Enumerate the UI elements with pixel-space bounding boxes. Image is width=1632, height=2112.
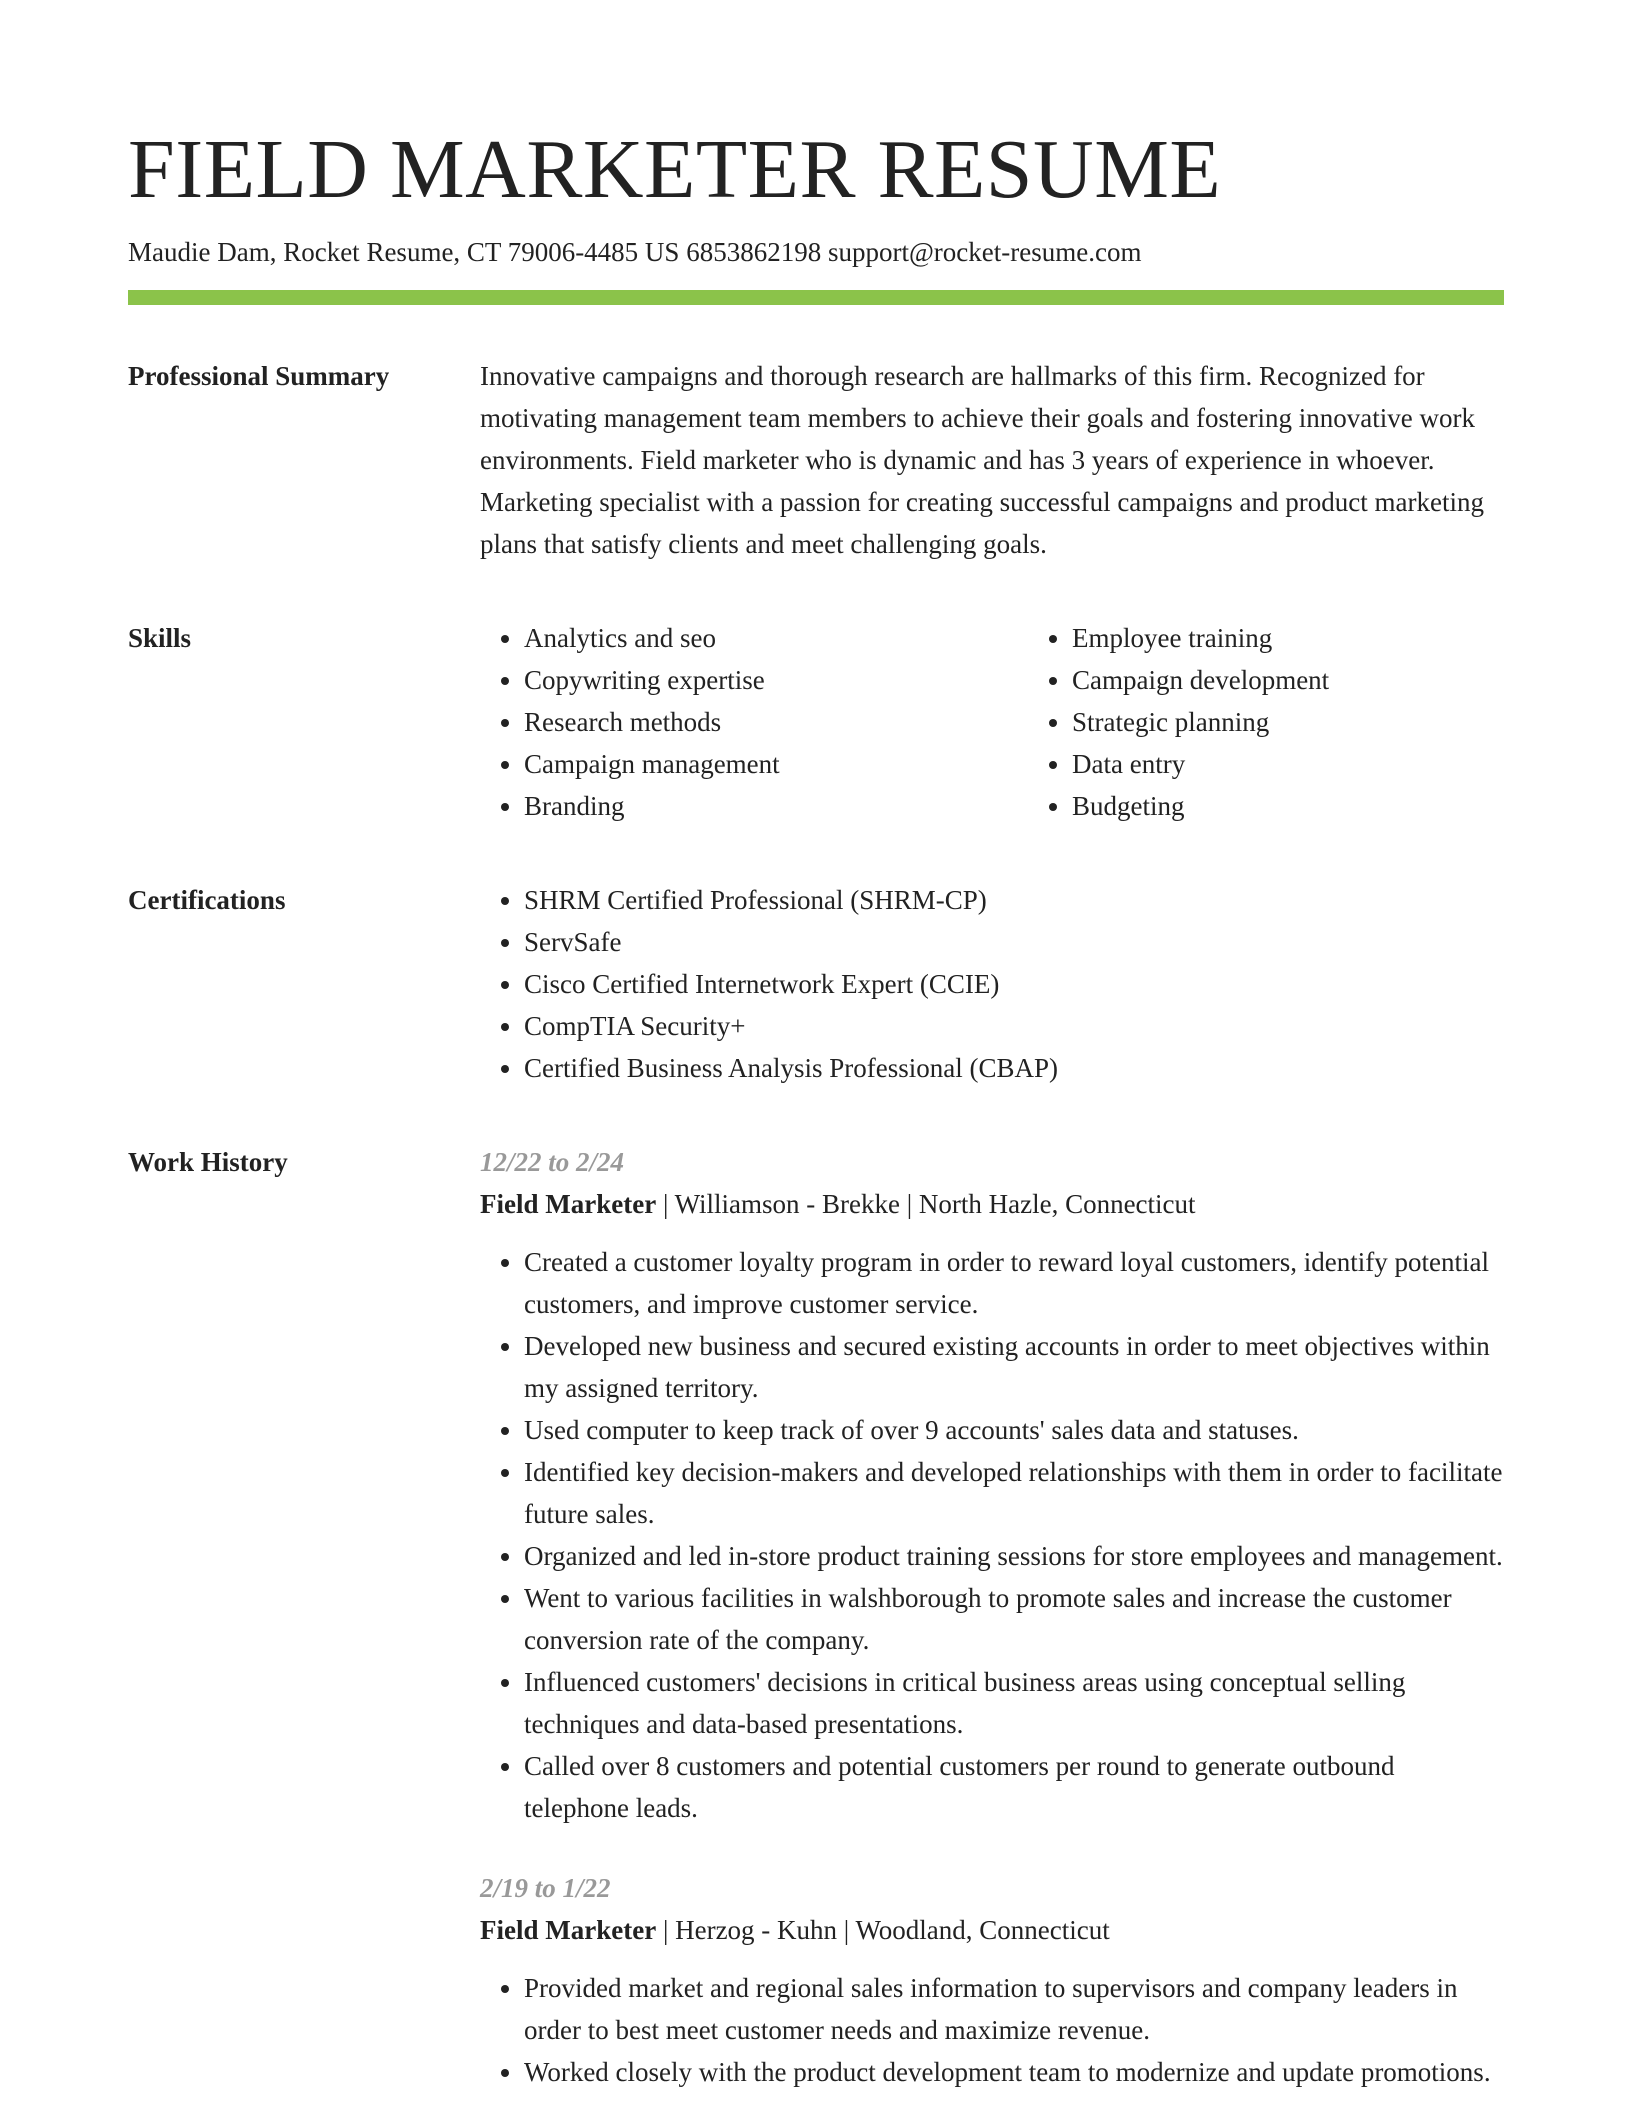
job-bullets <box>480 1967 1504 2093</box>
job-bullet: • Identified key decision-makers and developed relationships with them in order to facilitate future sales. <box>524 1451 1504 1535</box>
skill-item: • Research methods <box>524 701 1028 743</box>
job-bullet: • Developed new business and secured existing accounts in order to meet objectives within my assigned territory. <box>524 1325 1504 1409</box>
work-history-label: Work History <box>128 1147 288 1177</box>
contact-line: Maudie Dam, Rocket Resume, CT 79006-4485 US 6853862198 support@rocket-resume.com <box>128 237 1142 267</box>
job-bullet: • Called over 8 customers and potential customers per round to generate outbound telephone leads. <box>524 1745 1504 1829</box>
job-employer-location: | Herzog - Kuhn | Woodland, Connecticut <box>656 1915 1110 1945</box>
summary-label: Professional Summary <box>128 361 390 391</box>
certifications-section <box>128 879 1504 1089</box>
job-heading <box>480 1909 1504 1951</box>
job-bullet: • Influenced customers' decisions in critical business areas using conceptual selling techniques and data-based presentations. <box>524 1661 1504 1745</box>
certification-item: • SHRM Certified Professional (SHRM-CP) <box>524 879 1504 921</box>
job-date: 12/22 to 2/24 <box>480 1147 625 1177</box>
job-bullet: • Provided market and regional sales information to supervisors and company leaders in order to best meet customer needs and maximize revenue. <box>524 1967 1504 2051</box>
job-bullets <box>480 1241 1504 1829</box>
certifications-list <box>480 879 1504 1089</box>
skill-item: • Employee training <box>1072 617 1576 659</box>
job-entry <box>480 1867 1504 2093</box>
job-heading <box>480 1183 1504 1225</box>
job-bullet: • Used computer to keep track of over 9 accounts' sales data and statuses. <box>524 1409 1504 1451</box>
skill-item: • Analytics and seo <box>524 617 1028 659</box>
summary-section <box>128 355 1504 565</box>
skills-list-right <box>1028 617 1576 827</box>
skill-item: • Campaign management <box>524 743 1028 785</box>
certification-item: • Cisco Certified Internetwork Expert (CCIE) <box>524 963 1504 1005</box>
work-history-section <box>128 1141 1504 2093</box>
job-employer-location: | Williamson - Brekke | North Hazle, Connecticut <box>656 1189 1196 1219</box>
job-bullet: • Organized and led in-store product training sessions for store employees and management. <box>524 1535 1504 1577</box>
skills-section <box>128 617 1504 827</box>
job-bullet: • Created a customer loyalty program in order to reward loyal customers, identify potential customers, and improve customer service. <box>524 1241 1504 1325</box>
job-bullet: • Worked closely with the product development team to modernize and update promotions. <box>524 2051 1504 2093</box>
job-entry <box>480 1141 1504 1829</box>
job-title: Field Marketer <box>480 1915 657 1945</box>
resume-page <box>128 120 1504 2093</box>
job-bullet: • Went to various facilities in walshborough to promote sales and increase the customer conversion rate of the company. <box>524 1577 1504 1661</box>
certifications-label: Certifications <box>128 885 286 915</box>
job-title: Field Marketer <box>480 1189 657 1219</box>
job-date: 2/19 to 1/22 <box>480 1873 611 1903</box>
skill-item: • Strategic planning <box>1072 701 1576 743</box>
skill-item: • Campaign development <box>1072 659 1576 701</box>
resume-title: FIELD MARKETER RESUME <box>128 123 1222 216</box>
summary-text: Innovative campaigns and thorough research are hallmarks of this firm. Recognized for motivating management team members to achieve their goals and fostering innovative work environments. Field marketer who is dynamic and has 3 years of experience in whoever. Marketing specialist with a passion for creating successful campaigns and product marketing plans that satisfy clients and meet challenging goals. <box>480 361 1484 559</box>
certification-item: • CompTIA Security+ <box>524 1005 1504 1047</box>
skill-item: • Budgeting <box>1072 785 1576 827</box>
skill-item: • Copywriting expertise <box>524 659 1028 701</box>
certification-item: • Certified Business Analysis Professional (CBAP) <box>524 1047 1504 1089</box>
header-divider <box>128 290 1504 305</box>
certification-item: • ServSafe <box>524 921 1504 963</box>
skill-item: • Data entry <box>1072 743 1576 785</box>
skills-label: Skills <box>128 623 192 653</box>
skills-list-left <box>480 617 1028 827</box>
skill-item: • Branding <box>524 785 1028 827</box>
